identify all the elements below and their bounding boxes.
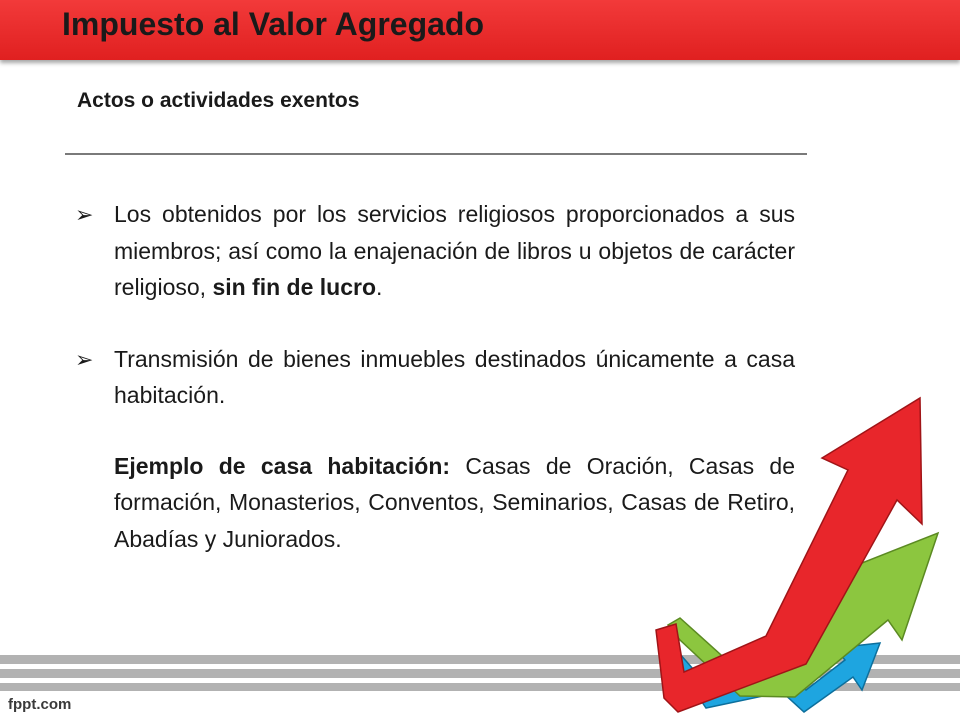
bullet-text: Los obtenidos por los servicios religiosos proporcionados a sus miembros; así como la enajenación de libros u objetos de carácter religioso,	[114, 201, 795, 300]
bullet-item-religious-services	[75, 196, 795, 306]
slide-subtitle: Actos o actividades exentos	[77, 89, 360, 112]
arrow-bullet-icon: ➢	[75, 203, 94, 228]
bullet-bold-text: sin fin de lucro	[212, 274, 377, 300]
arrow-bullet-icon: ➢	[75, 347, 94, 373]
footer-logo: fppt.com	[8, 696, 72, 713]
example-label: Ejemplo de casa habitación:	[114, 452, 451, 479]
title-bar	[0, 0, 960, 60]
example-text: Casas de Oración, Casas de formación, Monasterios, Conventos, Seminarios, Casas de Retiro, Abadías y Juniorados.	[114, 452, 795, 552]
slide-title: Impuesto al Valor Agregado	[62, 6, 485, 42]
bullet-tail: .	[376, 274, 383, 300]
divider-line	[65, 153, 807, 155]
growth-arrows-icon	[640, 390, 960, 720]
bullet-text: Transmisión de bienes inmuebles destinados únicamente a casa habitación.	[114, 345, 795, 408]
